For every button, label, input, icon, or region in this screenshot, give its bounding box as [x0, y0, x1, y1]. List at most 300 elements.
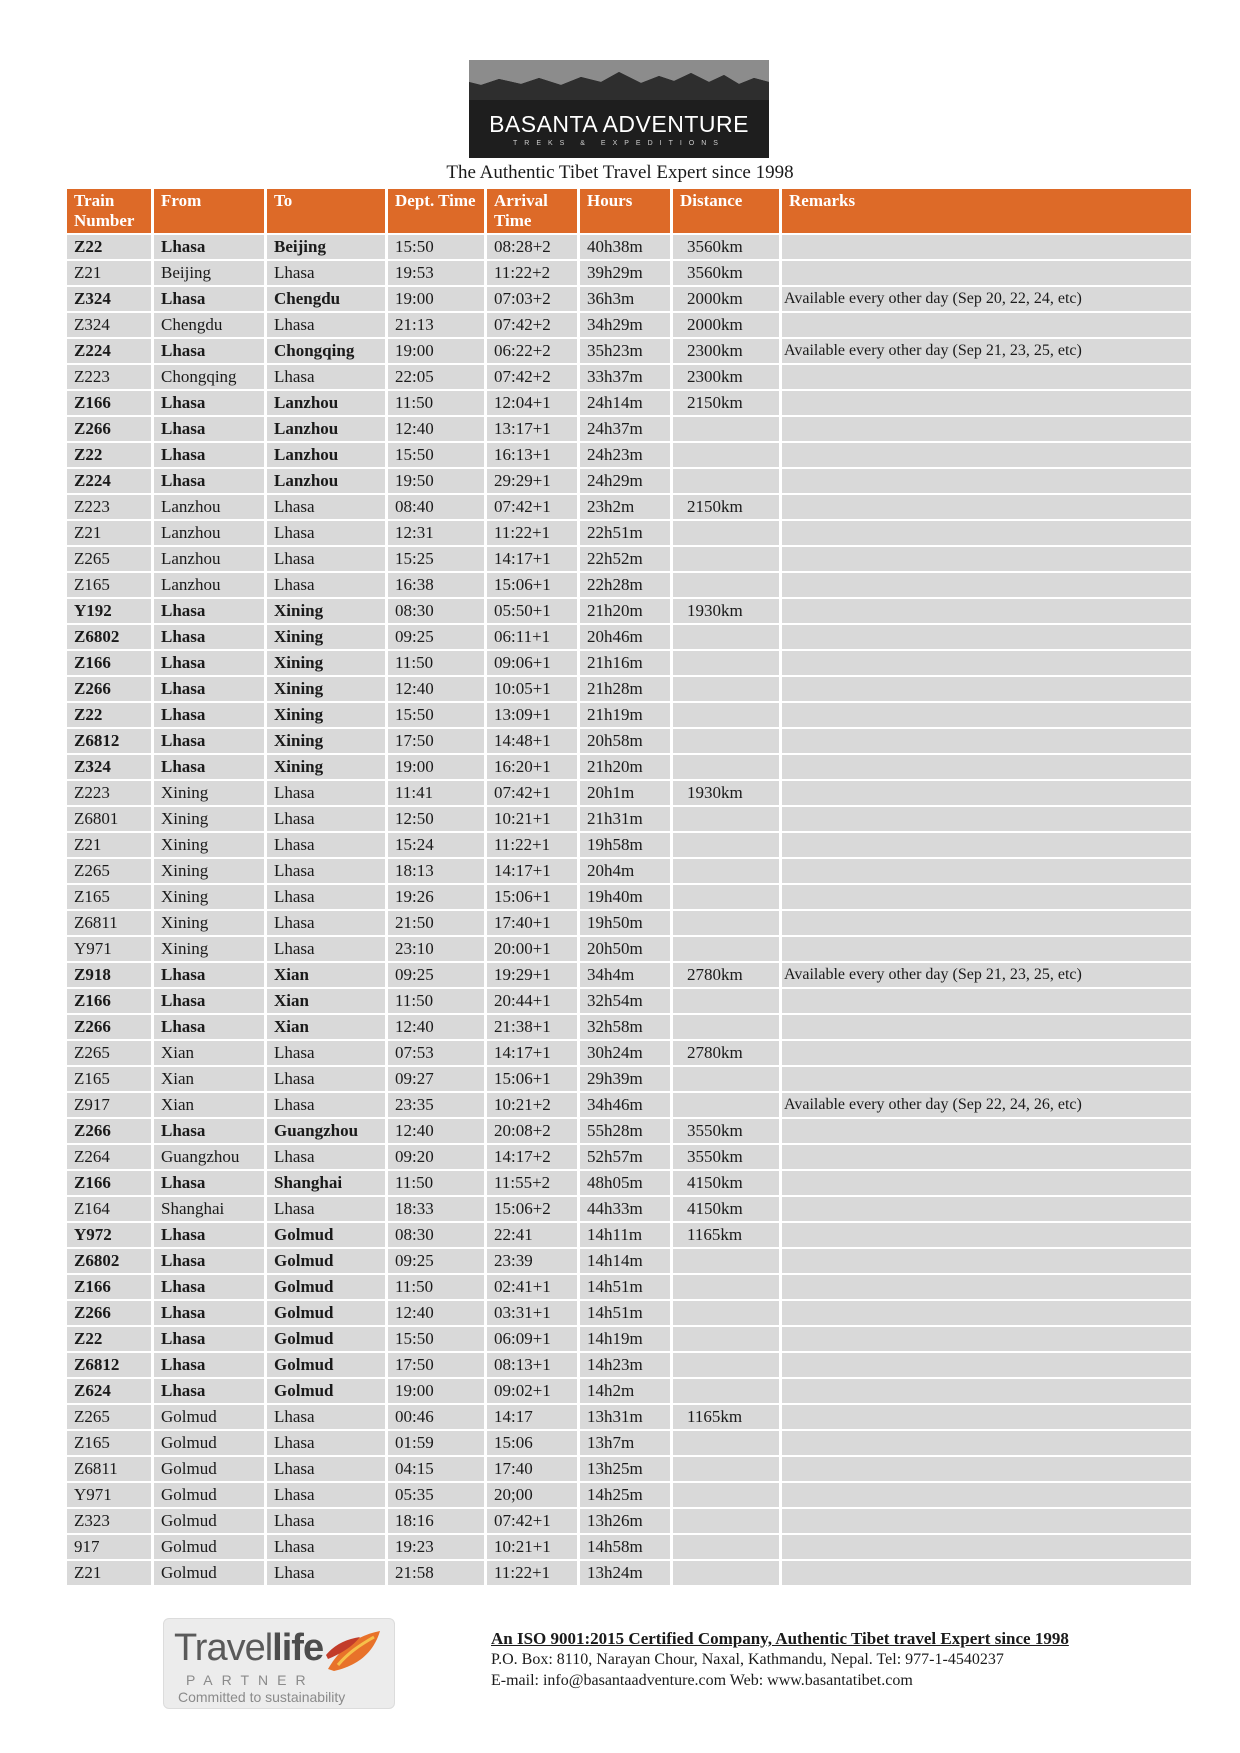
table-row — [67, 1431, 1191, 1455]
from-cell: Lhasa — [154, 417, 264, 441]
remarks-cell — [782, 1561, 1191, 1585]
table-row — [67, 547, 1191, 571]
table-row — [67, 1483, 1191, 1507]
header-dept-time: Dept. Time — [388, 189, 484, 233]
remarks-cell — [782, 443, 1191, 467]
from-cell: Golmud — [154, 1509, 264, 1533]
from-cell: Golmud — [154, 1483, 264, 1507]
train-number-cell: Y972 — [67, 1223, 151, 1247]
remarks-cell — [782, 261, 1191, 285]
table-row — [67, 261, 1191, 285]
hours-cell: 19h58m — [580, 833, 670, 857]
distance-cell: 4150km — [673, 1171, 779, 1195]
train-number-cell: Z166 — [67, 1275, 151, 1299]
table-row — [67, 1171, 1191, 1195]
train-number-cell: Z164 — [67, 1197, 151, 1221]
to-cell: Golmud — [267, 1223, 385, 1247]
remarks-cell — [782, 235, 1191, 259]
dept-time-cell: 19:50 — [388, 469, 484, 493]
distance-cell — [673, 1483, 779, 1507]
dept-time-cell: 18:33 — [388, 1197, 484, 1221]
hours-cell: 22h52m — [580, 547, 670, 571]
dept-time-cell: 11:50 — [388, 1171, 484, 1195]
arrival-time-cell: 15:06+1 — [487, 1067, 577, 1091]
to-cell: Lhasa — [267, 1431, 385, 1455]
arrival-time-cell: 13:09+1 — [487, 703, 577, 727]
remarks-cell — [782, 1275, 1191, 1299]
dept-time-cell: 05:35 — [388, 1483, 484, 1507]
from-cell: Lhasa — [154, 989, 264, 1013]
remarks-cell — [782, 495, 1191, 519]
from-cell: Lanzhou — [154, 495, 264, 519]
certification-line: An ISO 9001:2015 Certified Company, Authentic Tibet travel Expert since 1998 — [491, 1629, 1069, 1648]
from-cell: Lhasa — [154, 469, 264, 493]
arrival-time-cell: 08:13+1 — [487, 1353, 577, 1377]
train-number-cell: Z264 — [67, 1145, 151, 1169]
arrival-time-cell: 23:39 — [487, 1249, 577, 1273]
table-row — [67, 287, 1191, 311]
remarks-cell — [782, 807, 1191, 831]
arrival-time-cell: 20;00 — [487, 1483, 577, 1507]
train-number-cell: Z223 — [67, 781, 151, 805]
dept-time-cell: 11:50 — [388, 1275, 484, 1299]
train-number-cell: Z324 — [67, 313, 151, 337]
table-row — [67, 833, 1191, 857]
remarks-cell — [782, 625, 1191, 649]
arrival-time-cell: 15:06 — [487, 1431, 577, 1455]
distance-cell — [673, 859, 779, 883]
arrival-time-cell: 10:21+2 — [487, 1093, 577, 1117]
arrival-time-cell: 17:40 — [487, 1457, 577, 1481]
to-cell: Golmud — [267, 1327, 385, 1351]
to-cell: Lanzhou — [267, 469, 385, 493]
distance-cell: 1930km — [673, 599, 779, 623]
dept-time-cell: 15:24 — [388, 833, 484, 857]
from-cell: Xian — [154, 1093, 264, 1117]
remarks-cell — [782, 573, 1191, 597]
dept-time-cell: 23:35 — [388, 1093, 484, 1117]
table-row — [67, 1535, 1191, 1559]
remarks-cell — [782, 1353, 1191, 1377]
arrival-time-cell: 02:41+1 — [487, 1275, 577, 1299]
arrival-time-cell: 07:42+2 — [487, 313, 577, 337]
table-row — [67, 963, 1191, 987]
table-row — [67, 443, 1191, 467]
to-cell: Guangzhou — [267, 1119, 385, 1143]
arrival-time-cell: 22:41 — [487, 1223, 577, 1247]
logo-name: BASANTA ADVENTURE — [489, 111, 749, 137]
dept-time-cell: 15:50 — [388, 443, 484, 467]
arrival-time-cell: 16:13+1 — [487, 443, 577, 467]
distance-cell: 1165km — [673, 1405, 779, 1429]
remarks-cell — [782, 1483, 1191, 1507]
from-cell: Lhasa — [154, 287, 264, 311]
dept-time-cell: 12:40 — [388, 677, 484, 701]
train-number-cell: Z21 — [67, 261, 151, 285]
to-cell: Lhasa — [267, 1457, 385, 1481]
travelife-brand-bold: life — [272, 1627, 324, 1669]
distance-cell — [673, 1067, 779, 1091]
hours-cell: 14h51m — [580, 1275, 670, 1299]
hours-cell: 32h54m — [580, 989, 670, 1013]
company-logo — [469, 60, 769, 158]
hours-cell: 20h1m — [580, 781, 670, 805]
train-number-cell: Z223 — [67, 495, 151, 519]
to-cell: Xining — [267, 651, 385, 675]
train-number-cell: Z21 — [67, 1561, 151, 1585]
arrival-time-cell: 06:22+2 — [487, 339, 577, 363]
remarks-cell: Available every other day (Sep 21, 23, 25, etc) — [782, 963, 1191, 987]
hours-cell: 14h51m — [580, 1301, 670, 1325]
distance-cell: 2780km — [673, 963, 779, 987]
hours-cell: 40h38m — [580, 235, 670, 259]
from-cell: Lhasa — [154, 339, 264, 363]
arrival-time-cell: 20:44+1 — [487, 989, 577, 1013]
table-row — [67, 469, 1191, 493]
arrival-time-cell: 06:09+1 — [487, 1327, 577, 1351]
hours-cell: 20h46m — [580, 625, 670, 649]
distance-cell — [673, 417, 779, 441]
from-cell: Xian — [154, 1067, 264, 1091]
hours-cell: 21h31m — [580, 807, 670, 831]
dept-time-cell: 22:05 — [388, 365, 484, 389]
distance-cell — [673, 1431, 779, 1455]
from-cell: Guangzhou — [154, 1145, 264, 1169]
dept-time-cell: 08:40 — [388, 495, 484, 519]
distance-cell: 2300km — [673, 365, 779, 389]
hours-cell: 20h50m — [580, 937, 670, 961]
distance-cell — [673, 625, 779, 649]
table-row — [67, 1353, 1191, 1377]
arrival-time-cell: 12:04+1 — [487, 391, 577, 415]
distance-cell — [673, 755, 779, 779]
hours-cell: 35h23m — [580, 339, 670, 363]
table-row — [67, 1015, 1191, 1039]
remarks-cell — [782, 911, 1191, 935]
from-cell: Xining — [154, 911, 264, 935]
dept-time-cell: 16:38 — [388, 573, 484, 597]
dept-time-cell: 09:25 — [388, 625, 484, 649]
train-number-cell: Z6811 — [67, 911, 151, 935]
arrival-time-cell: 05:50+1 — [487, 599, 577, 623]
distance-cell — [673, 1509, 779, 1533]
to-cell: Golmud — [267, 1301, 385, 1325]
dept-time-cell: 19:00 — [388, 287, 484, 311]
dept-time-cell: 12:40 — [388, 1015, 484, 1039]
train-timetable — [64, 187, 1194, 1587]
table-row — [67, 1405, 1191, 1429]
arrival-time-cell: 15:06+1 — [487, 573, 577, 597]
hours-cell: 52h57m — [580, 1145, 670, 1169]
table-row — [67, 573, 1191, 597]
dept-time-cell: 17:50 — [388, 729, 484, 753]
train-number-cell: Z165 — [67, 885, 151, 909]
remarks-cell — [782, 1119, 1191, 1143]
train-number-cell: Z265 — [67, 1405, 151, 1429]
distance-cell — [673, 1561, 779, 1585]
header-remarks: Remarks — [782, 189, 1191, 233]
remarks-cell — [782, 547, 1191, 571]
to-cell: Lhasa — [267, 573, 385, 597]
dept-time-cell: 15:50 — [388, 703, 484, 727]
train-number-cell: Z165 — [67, 1067, 151, 1091]
from-cell: Xining — [154, 859, 264, 883]
dept-time-cell: 11:41 — [388, 781, 484, 805]
table-row — [67, 1275, 1191, 1299]
table-row — [67, 1379, 1191, 1403]
train-number-cell: Z624 — [67, 1379, 151, 1403]
train-number-cell: Y192 — [67, 599, 151, 623]
train-number-cell: Z22 — [67, 703, 151, 727]
to-cell: Beijing — [267, 235, 385, 259]
train-number-cell: Z6802 — [67, 1249, 151, 1273]
from-cell: Golmud — [154, 1405, 264, 1429]
hours-cell: 21h19m — [580, 703, 670, 727]
remarks-cell — [782, 391, 1191, 415]
remarks-cell — [782, 651, 1191, 675]
table-row — [67, 417, 1191, 441]
hours-cell: 33h37m — [580, 365, 670, 389]
hours-cell: 30h24m — [580, 1041, 670, 1065]
remarks-cell — [782, 1457, 1191, 1481]
table-row — [67, 755, 1191, 779]
hours-cell: 23h2m — [580, 495, 670, 519]
distance-cell — [673, 1275, 779, 1299]
to-cell: Xining — [267, 729, 385, 753]
train-number-cell: Z165 — [67, 1431, 151, 1455]
distance-cell: 2000km — [673, 313, 779, 337]
from-cell: Lhasa — [154, 963, 264, 987]
hours-cell: 24h29m — [580, 469, 670, 493]
to-cell: Lhasa — [267, 495, 385, 519]
tagline: The Authentic Tibet Travel Expert since 1998 — [446, 162, 794, 183]
dept-time-cell: 07:53 — [388, 1041, 484, 1065]
to-cell: Xining — [267, 755, 385, 779]
dept-time-cell: 11:50 — [388, 391, 484, 415]
hours-cell: 20h58m — [580, 729, 670, 753]
table-row — [67, 1509, 1191, 1533]
email-web-line: E-mail: info@basantaadventure.com Web: www.basantatibet.com — [491, 1672, 913, 1689]
table-row — [67, 1197, 1191, 1221]
train-number-cell: Z6811 — [67, 1457, 151, 1481]
table-row — [67, 1561, 1191, 1585]
arrival-time-cell: 08:28+2 — [487, 235, 577, 259]
table-row — [67, 677, 1191, 701]
table-row — [67, 521, 1191, 545]
arrival-time-cell: 14:17+1 — [487, 859, 577, 883]
dept-time-cell: 04:15 — [388, 1457, 484, 1481]
train-number-cell: Z266 — [67, 1015, 151, 1039]
hours-cell: 29h39m — [580, 1067, 670, 1091]
hours-cell: 24h23m — [580, 443, 670, 467]
distance-cell — [673, 443, 779, 467]
table-row — [67, 365, 1191, 389]
remarks-cell — [782, 1067, 1191, 1091]
train-number-cell: Z6812 — [67, 729, 151, 753]
train-number-cell: Z6801 — [67, 807, 151, 831]
distance-cell: 3550km — [673, 1145, 779, 1169]
hours-cell: 32h58m — [580, 1015, 670, 1039]
dept-time-cell: 21:50 — [388, 911, 484, 935]
train-number-cell: Z21 — [67, 521, 151, 545]
distance-cell — [673, 1379, 779, 1403]
train-number-cell: Z324 — [67, 755, 151, 779]
hours-cell: 14h23m — [580, 1353, 670, 1377]
remarks-cell — [782, 859, 1191, 883]
train-number-cell: Z917 — [67, 1093, 151, 1117]
to-cell: Xian — [267, 963, 385, 987]
to-cell: Lhasa — [267, 885, 385, 909]
table-row — [67, 937, 1191, 961]
dept-time-cell: 19:26 — [388, 885, 484, 909]
table-row — [67, 391, 1191, 415]
distance-cell — [673, 729, 779, 753]
distance-cell — [673, 521, 779, 545]
table-row — [67, 859, 1191, 883]
travelife-committed-text: Committed to sustainability — [178, 1689, 346, 1705]
table-row — [67, 1249, 1191, 1273]
leaf-icon — [324, 1625, 384, 1677]
remarks-cell — [782, 1171, 1191, 1195]
table-row — [67, 339, 1191, 363]
from-cell: Chongqing — [154, 365, 264, 389]
distance-cell — [673, 651, 779, 675]
to-cell: Lhasa — [267, 1509, 385, 1533]
to-cell: Chongqing — [267, 339, 385, 363]
from-cell: Lanzhou — [154, 573, 264, 597]
from-cell: Lhasa — [154, 599, 264, 623]
hours-cell: 13h7m — [580, 1431, 670, 1455]
table-row — [67, 625, 1191, 649]
distance-cell — [673, 1327, 779, 1351]
table-row — [67, 235, 1191, 259]
from-cell: Lhasa — [154, 1249, 264, 1273]
distance-cell — [673, 989, 779, 1013]
hours-cell: 22h28m — [580, 573, 670, 597]
from-cell: Xining — [154, 885, 264, 909]
train-number-cell: Z265 — [67, 547, 151, 571]
remarks-cell — [782, 1249, 1191, 1273]
arrival-time-cell: 10:21+1 — [487, 1535, 577, 1559]
from-cell: Xian — [154, 1041, 264, 1065]
arrival-time-cell: 15:06+1 — [487, 885, 577, 909]
arrival-time-cell: 20:00+1 — [487, 937, 577, 961]
train-number-cell: Z266 — [67, 1301, 151, 1325]
to-cell: Lhasa — [267, 807, 385, 831]
hours-cell: 19h50m — [580, 911, 670, 935]
remarks-cell: Available every other day (Sep 20, 22, 24, etc) — [782, 287, 1191, 311]
dept-time-cell: 15:25 — [388, 547, 484, 571]
to-cell: Lhasa — [267, 911, 385, 935]
to-cell: Xining — [267, 703, 385, 727]
from-cell: Lhasa — [154, 651, 264, 675]
arrival-time-cell: 07:42+1 — [487, 1509, 577, 1533]
travelife-brand — [174, 1627, 323, 1670]
arrival-time-cell: 16:20+1 — [487, 755, 577, 779]
train-number-cell: Z323 — [67, 1509, 151, 1533]
arrival-time-cell: 14:17+2 — [487, 1145, 577, 1169]
table-row — [67, 1301, 1191, 1325]
from-cell: Lhasa — [154, 443, 264, 467]
distance-cell — [673, 1301, 779, 1325]
table-row — [67, 1145, 1191, 1169]
remarks-cell — [782, 833, 1191, 857]
table-row — [67, 781, 1191, 805]
remarks-cell — [782, 703, 1191, 727]
from-cell: Lhasa — [154, 1379, 264, 1403]
hours-cell: 44h33m — [580, 1197, 670, 1221]
hours-cell: 24h37m — [580, 417, 670, 441]
from-cell: Lhasa — [154, 703, 264, 727]
remarks-cell: Available every other day (Sep 22, 24, 26, etc) — [782, 1093, 1191, 1117]
hours-cell: 24h14m — [580, 391, 670, 415]
hours-cell: 14h2m — [580, 1379, 670, 1403]
from-cell: Golmud — [154, 1561, 264, 1585]
remarks-cell — [782, 729, 1191, 753]
remarks-cell — [782, 1535, 1191, 1559]
travelife-partner-logo — [163, 1618, 395, 1709]
dept-time-cell: 09:25 — [388, 1249, 484, 1273]
from-cell: Lhasa — [154, 729, 264, 753]
to-cell: Lhasa — [267, 365, 385, 389]
header-arrival-time: Arrival Time — [487, 189, 577, 233]
arrival-time-cell: 14:48+1 — [487, 729, 577, 753]
dept-time-cell: 21:13 — [388, 313, 484, 337]
remarks-cell — [782, 1015, 1191, 1039]
header-from: From — [154, 189, 264, 233]
from-cell: Xining — [154, 833, 264, 857]
to-cell: Lanzhou — [267, 391, 385, 415]
table-row — [67, 703, 1191, 727]
remarks-cell — [782, 1223, 1191, 1247]
to-cell: Lanzhou — [267, 443, 385, 467]
to-cell: Lhasa — [267, 547, 385, 571]
to-cell: Lhasa — [267, 1561, 385, 1585]
arrival-time-cell: 20:08+2 — [487, 1119, 577, 1143]
remarks-cell — [782, 1405, 1191, 1429]
dept-time-cell: 15:50 — [388, 1327, 484, 1351]
arrival-time-cell: 15:06+2 — [487, 1197, 577, 1221]
arrival-time-cell: 07:42+2 — [487, 365, 577, 389]
travelife-brand-light: Travel — [174, 1627, 273, 1669]
train-number-cell: Y971 — [67, 1483, 151, 1507]
table-row — [67, 599, 1191, 623]
from-cell: Shanghai — [154, 1197, 264, 1221]
hours-cell: 14h58m — [580, 1535, 670, 1559]
remarks-cell — [782, 781, 1191, 805]
remarks-cell — [782, 1379, 1191, 1403]
arrival-time-cell: 07:03+2 — [487, 287, 577, 311]
table-row — [67, 1041, 1191, 1065]
train-number-cell: Z266 — [67, 417, 151, 441]
train-number-cell: Z918 — [67, 963, 151, 987]
remarks-cell — [782, 417, 1191, 441]
table-row — [67, 495, 1191, 519]
remarks-cell — [782, 313, 1191, 337]
to-cell: Lhasa — [267, 937, 385, 961]
train-number-cell: Z223 — [67, 365, 151, 389]
to-cell: Chengdu — [267, 287, 385, 311]
dept-time-cell: 19:00 — [388, 1379, 484, 1403]
logo-subtitle: TREKS & EXPEDITIONS — [513, 140, 725, 147]
distance-cell — [673, 469, 779, 493]
hours-cell: 13h25m — [580, 1457, 670, 1481]
from-cell: Golmud — [154, 1431, 264, 1455]
to-cell: Golmud — [267, 1249, 385, 1273]
from-cell: Xining — [154, 937, 264, 961]
train-number-cell: Z266 — [67, 677, 151, 701]
remarks-cell — [782, 1431, 1191, 1455]
